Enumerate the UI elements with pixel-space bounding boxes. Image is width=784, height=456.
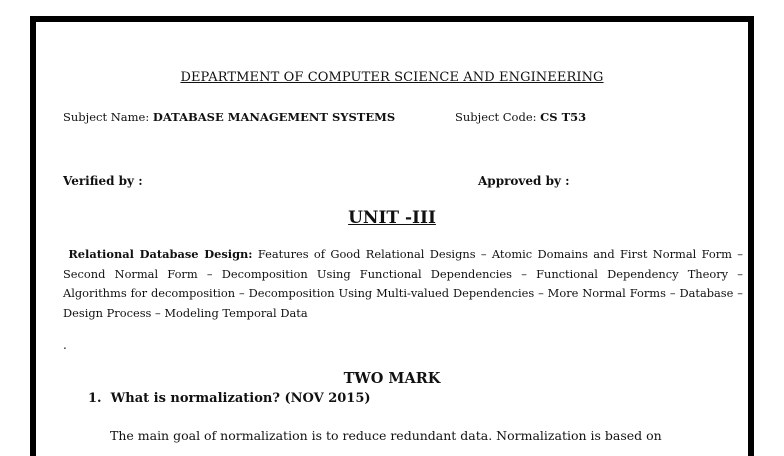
syllabus-heading: Relational Database Design: <box>68 247 253 261</box>
subject-code-label: Subject Code: <box>455 110 541 124</box>
section-title: TWO MARK <box>343 370 441 387</box>
unit-title: UNIT -III <box>348 208 436 228</box>
subject-name <box>63 110 395 124</box>
subject-code-value: CS T53 <box>540 110 587 124</box>
verified-by: Verified by : <box>63 174 143 188</box>
question-text: What is normalization? (NOV 2015) <box>110 391 371 406</box>
syllabus-paragraph <box>63 245 743 323</box>
answer-text: The main goal of normalization is to reduce redundant data. Normalization is based on <box>110 428 662 443</box>
subject-code <box>455 110 586 124</box>
subject-name-value: DATABASE MANAGEMENT SYSTEMS <box>152 110 396 124</box>
question-1 <box>88 391 371 406</box>
question-number: 1. <box>88 391 102 406</box>
syllabus-text: Features of Good Relational Designs – Atomic Domains and First Normal Form – Second Normal Form – Decomposition Using Functional Dependencies – Functional Dependency Theory – Algorithms for decomposition – Decomposition Using Multi-valued Dependencies – More Normal Forms – Database – Design Process – Modeling Temporal Data <box>63 247 744 320</box>
approved-by: Approved by : <box>478 174 570 188</box>
department-heading: DEPARTMENT OF COMPUTER SCIENCE AND ENGINEERING <box>180 70 604 85</box>
subject-name-label: Subject Name: <box>63 110 153 124</box>
stray-mark: . <box>63 338 67 352</box>
